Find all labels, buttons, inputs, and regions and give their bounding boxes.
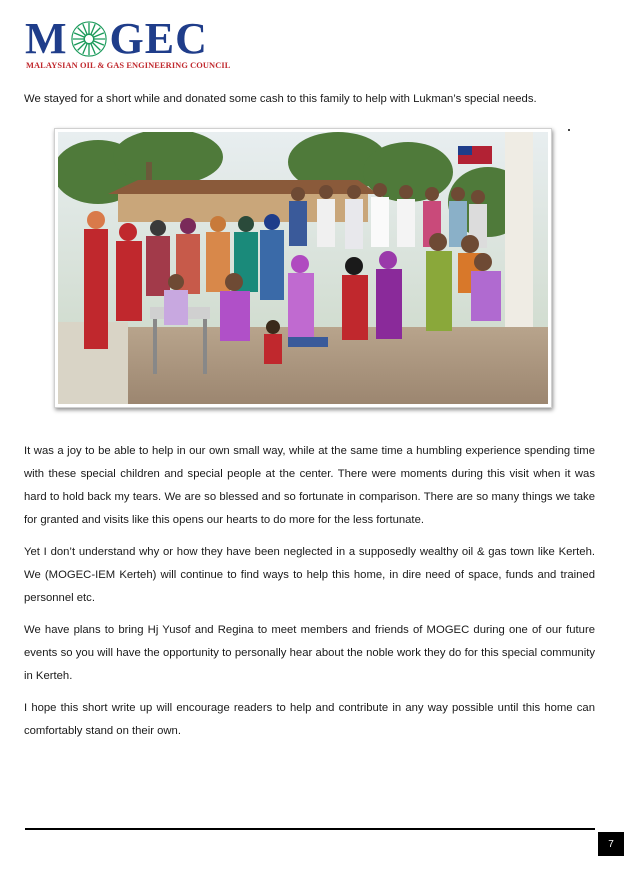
group-photo <box>54 128 552 408</box>
body-paragraph-4: I hope this short write up will encourage readers to help and contribute in any way possible until this home can comfortably stand on their own. <box>24 702 595 737</box>
logo-wordmark: M GEC <box>25 14 208 63</box>
logo-subtitle: MALAYSIAN OIL & GAS ENGINEERING COUNCIL <box>26 61 231 70</box>
sunburst-logo-icon <box>70 20 108 58</box>
mogec-logo <box>25 14 240 72</box>
page-number: 7 <box>598 832 624 856</box>
body-paragraph-3: We have plans to bring Hj Yusof and Regina to meet members and friends of MOGEC during one of our future events so you will have the opportunity to personally hear about the noble work they do for this special community in Kerteh. <box>24 624 595 682</box>
group-photo-image <box>58 132 548 404</box>
stray-mark <box>568 129 570 131</box>
footer-rule <box>25 828 595 830</box>
body-paragraph-1: It was a joy to be able to help in our own small way, while at the same time a humbling experience spending time with these special children and special people at the center. There were moments during this visit when it was hard to hold back my tears. We are so blessed and so fortunate in comparison. There are so many things we take for granted and visits like this opens our hearts to do more for the less fortunate. <box>24 445 595 526</box>
intro-paragraph: We stayed for a short while and donated some cash to this family to help with Lukman’s special needs. <box>24 93 537 105</box>
body-paragraph-2: Yet I don’t understand why or how they have been neglected in a supposedly wealthy oil & gas town like Kerteh. We (MOGEC-IEM Kerteh) will continue to find ways to help this home, in dire need of space, funds and trained personnel etc. <box>24 546 595 604</box>
